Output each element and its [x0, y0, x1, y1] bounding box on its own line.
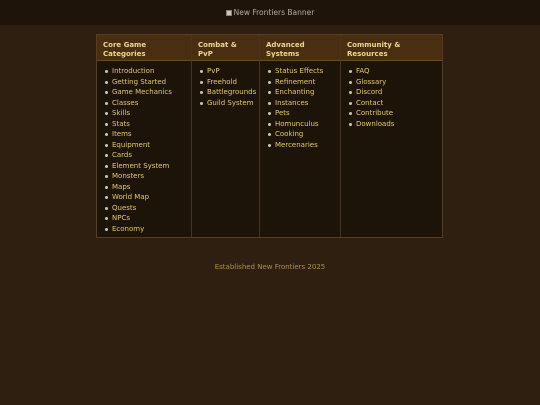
- nav-link[interactable]: NPCs: [103, 213, 191, 224]
- nav-link[interactable]: Glossary: [347, 77, 442, 88]
- broken-image-icon: [226, 10, 232, 16]
- nav-link[interactable]: Refinement: [266, 77, 340, 88]
- footer-text: Established New Frontiers 2025: [214, 263, 326, 271]
- column-heading: Community & Resources: [341, 35, 442, 61]
- nav-link[interactable]: Enchanting: [266, 87, 340, 98]
- nav-link[interactable]: Downloads: [347, 119, 442, 130]
- link-list: [97, 61, 191, 234]
- nav-link[interactable]: Contact: [347, 98, 442, 109]
- nav-link[interactable]: Game Mechanics: [103, 87, 191, 98]
- nav-link[interactable]: Stats: [103, 119, 191, 130]
- banner-alt-text: New Frontiers Banner: [233, 8, 315, 17]
- nav-link[interactable]: Economy: [103, 224, 191, 235]
- nav-link[interactable]: Mercenaries: [266, 140, 340, 151]
- nav-link[interactable]: Quests: [103, 203, 191, 214]
- nav-link[interactable]: FAQ: [347, 66, 442, 77]
- navigation-table: [96, 34, 443, 238]
- banner-bar: [0, 0, 540, 25]
- link-list: [192, 61, 259, 108]
- nav-link[interactable]: Freehold: [198, 77, 259, 88]
- nav-link[interactable]: Introduction: [103, 66, 191, 77]
- nav-link[interactable]: Instances: [266, 98, 340, 109]
- nav-link[interactable]: Status Effects: [266, 66, 340, 77]
- nav-link[interactable]: Contribute: [347, 108, 442, 119]
- nav-link[interactable]: World Map: [103, 192, 191, 203]
- nav-link[interactable]: Element System: [103, 161, 191, 172]
- nav-link[interactable]: PvP: [198, 66, 259, 77]
- nav-link[interactable]: Skills: [103, 108, 191, 119]
- column-advanced-systems: [260, 35, 341, 237]
- column-combat-pvp: [192, 35, 260, 237]
- nav-link[interactable]: Discord: [347, 87, 442, 98]
- nav-link[interactable]: Maps: [103, 182, 191, 193]
- nav-link[interactable]: Equipment: [103, 140, 191, 151]
- nav-link[interactable]: Battlegrounds: [198, 87, 259, 98]
- column-heading: Core Game Categories: [97, 35, 191, 61]
- column-heading: Advanced Systems: [260, 35, 340, 61]
- nav-link[interactable]: Classes: [103, 98, 191, 109]
- link-list: [260, 61, 340, 150]
- nav-link[interactable]: Pets: [266, 108, 340, 119]
- nav-link[interactable]: Getting Started: [103, 77, 191, 88]
- link-list: [341, 61, 442, 129]
- nav-link[interactable]: Cooking: [266, 129, 340, 140]
- nav-link[interactable]: Homunculus: [266, 119, 340, 130]
- column-community-resources: [341, 35, 442, 237]
- nav-link[interactable]: Cards: [103, 150, 191, 161]
- nav-link[interactable]: Items: [103, 129, 191, 140]
- nav-link[interactable]: Monsters: [103, 171, 191, 182]
- banner-image: [226, 8, 315, 17]
- column-heading: Combat & PvP: [192, 35, 259, 61]
- nav-link[interactable]: Guild System: [198, 98, 259, 109]
- column-core-game-categories: [97, 35, 192, 237]
